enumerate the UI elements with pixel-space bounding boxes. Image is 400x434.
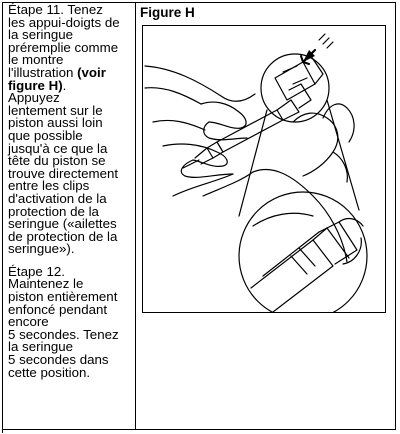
step-11 bbox=[8, 4, 132, 256]
instructions-column bbox=[8, 4, 132, 389]
hand-with-syringe-illustration bbox=[143, 26, 385, 312]
figure-title: Figure H bbox=[140, 5, 195, 20]
figure-h-frame bbox=[142, 25, 386, 313]
step-11-text bbox=[8, 4, 132, 256]
step-12-text: Étape 12. Maintenez le piston entièrement enfoncé pendant encore 5 secondes. Tenez la seringue 5 secondes dans cette position. bbox=[8, 263, 119, 380]
step-11-intro: Étape 11. Tenez les appui-doigts de la seringue préremplie comme le montre l'illustration bbox=[8, 2, 120, 80]
page-edge-mark bbox=[2, 430, 9, 433]
figure-reference: (voir figure H) bbox=[8, 64, 106, 93]
step-11-instruction: . Appuyez lentement sur le piston aussi loin que possible jusqu'à ce que la tête du piston se trouve directement entre les clips d'activation de la protection de la seringue («ailettes de protection de la seringue»). bbox=[8, 77, 119, 257]
step-12 bbox=[8, 263, 132, 380]
column-divider bbox=[135, 2, 136, 430]
